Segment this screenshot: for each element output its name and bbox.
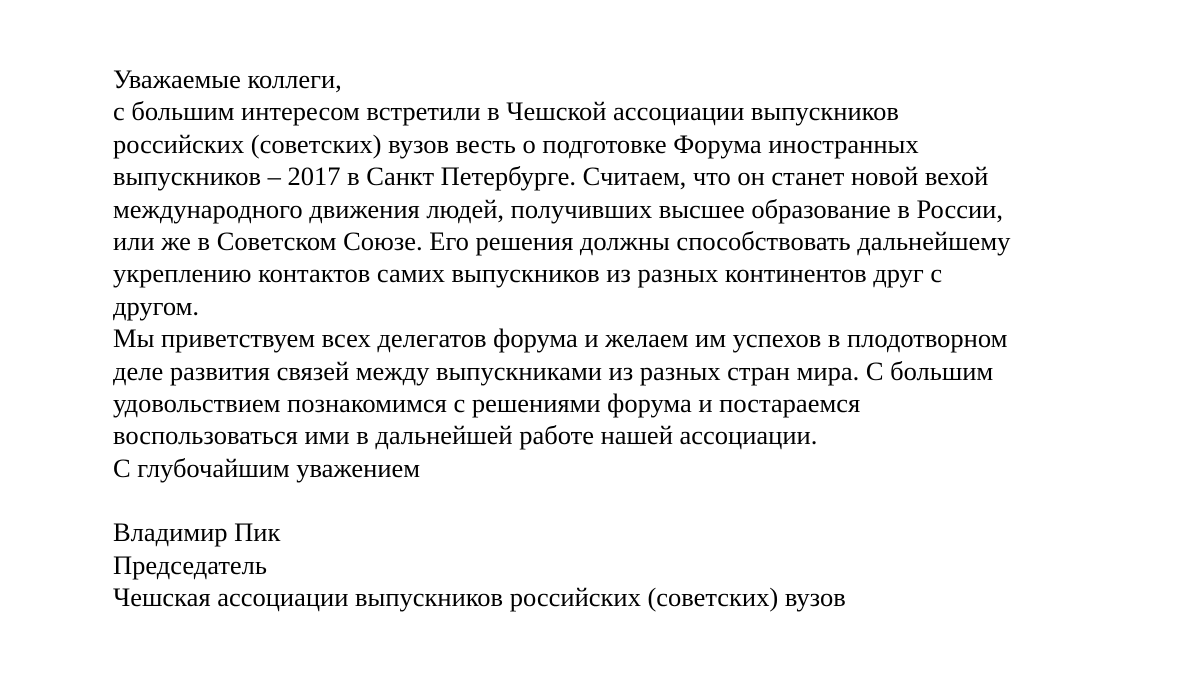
paragraph-line: Мы приветствуем всех делегатов форума и желаем им успехов в плодотворном [113, 323, 1008, 354]
paragraph-line: с большим интересом встретили в Чешской ассоциации выпускников [113, 96, 899, 127]
paragraph-line: или же в Советском Союзе. Его решения должны способствовать дальнейшему [113, 225, 1011, 256]
salutation: Уважаемые коллеги, [113, 64, 342, 94]
paragraph-line: другом. [113, 290, 199, 321]
signatory-title: Председатель [113, 549, 267, 580]
paragraph-line: деле развития связей между выпускниками из разных стран мира. С большим [113, 355, 994, 386]
paragraph-line: укреплению контактов самих выпускников из разных континентов друг с [113, 258, 943, 289]
paragraph-line: международного движения людей, получивших высшее образование в России, [113, 193, 1003, 224]
letter-body [113, 63, 1153, 614]
signatory-name: Владимир Пик [113, 517, 281, 548]
paragraph-line: удовольствием познакомимся с решениями форума и постараемся [113, 387, 861, 418]
paragraph-greeting [113, 95, 1153, 322]
paragraph-line: российских (советских) вузов весть о подготовке Форума иностранных [113, 128, 919, 159]
signatory-organization: Чешская ассоциации выпускников российских (советских) вузов [113, 582, 846, 613]
paragraph-line: воспользоваться ими в дальнейшей работе нашей ассоциации. [113, 420, 818, 451]
paragraph-line: выпускников – 2017 в Санкт Петербурге. Считаем, что он станет новой вехой [113, 161, 989, 192]
closing: С глубочайшим уважением [113, 452, 421, 483]
signature-block [113, 516, 1153, 613]
blank-line [113, 484, 1153, 516]
paragraph-wishes [113, 322, 1153, 452]
